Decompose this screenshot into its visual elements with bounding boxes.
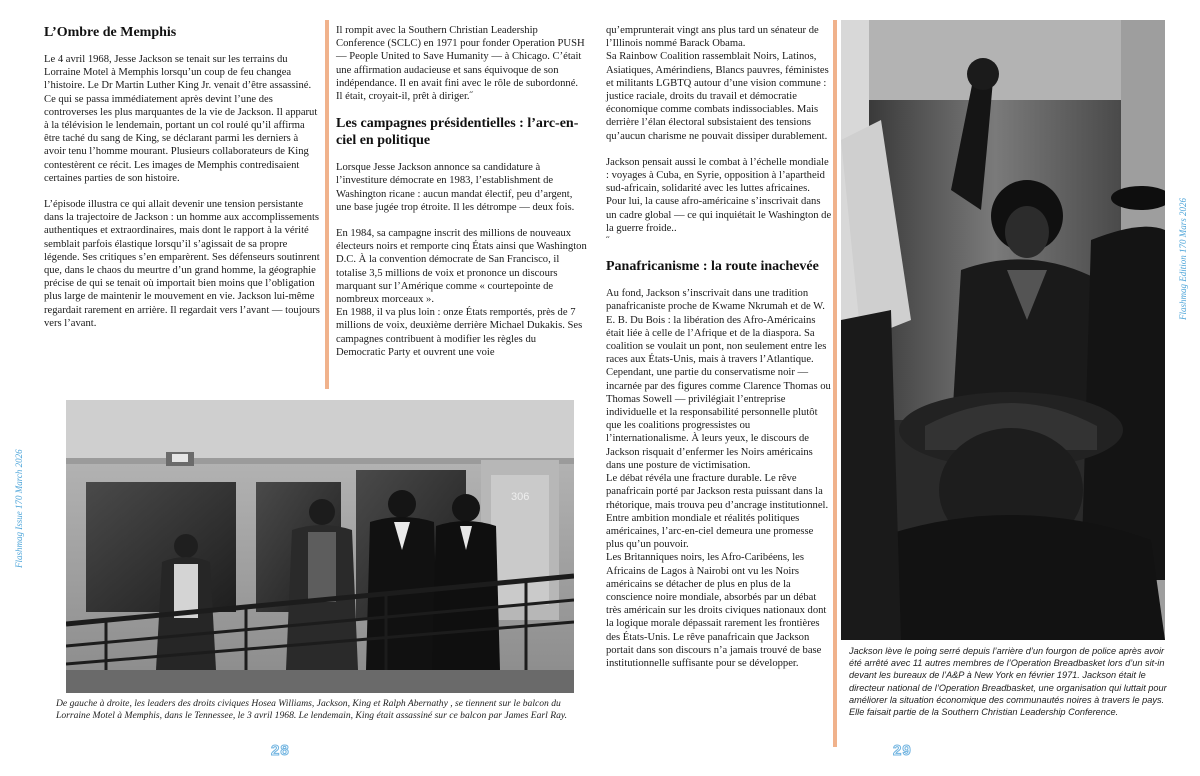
paragraph: qu’emprunterait vingt ans plus tard un sénateur de l’Illinois nommé Barack Obama.: [606, 25, 819, 50]
folio-left: Flashmag Issue 170 March 2026: [14, 449, 24, 568]
photo-lorraine-motel-balcony: [66, 400, 574, 693]
paragraph: En 1988, il va plus loin : onze États remportés, près de 7 millions de voix, deuxième derrière Michael Dukakis. Ses campagnes contribuent à modifier les règles du Democratic Party et ouvrent une voie: [336, 307, 583, 358]
section-title-memphis: L’Ombre de Memphis: [44, 25, 177, 40]
paragraph: L’épisode illustra ce qui allait devenir une tension persistante dans la trajectoire de Jackson : un homme aux accomplissements authentiques et extraordinaires, mais dont le rapport à la vérité semblait parfois élastique lorsqu’il s’agissait de sa propre légende. Ses critiques s’en emparèrent. Ses défenseurs soutinrent que, dans le chaos du meurtre d’un grand homme, la géographie précise de qui se tenait où importait bien moins que l’obligation plus large de maintenir le mouvement en vie. Jackson lui-même regardait rarement en arrière. Il regardait vers l’avant — toujours vers l’avant.: [44, 199, 320, 329]
photo-van-illustration: [841, 20, 1165, 640]
paragraph: Le 4 avril 1968, Jesse Jackson se tenait sur les terrains du Lorraine Motel à Memphis lorsqu’un coup de feu changea l’histoire. Le Dr Martin Luther King Jr. venait d’être assassiné. Ce qui se passa immédiatement après devint l’une des controverses les plus marquantes de la vie de Jackson. Il apparut à la télévision le lendemain, portant un col roulé qu’il affirma être taché du sang de King, se déclarant parmi les derniers à avoir tenu l’homme mourant. Plusieurs collaborateurs de King contestèrent ce récit. Les images de Memphis contredisaient certaines parties de son histoire.: [44, 54, 318, 184]
caption-van-photo: Jackson lève le poing serré depuis l’arrière d’un fourgon de police après avoir été arrêté avec 11 autres membres de l’Operation Breadbasket lors d’un sit-in devant les bureaux de l’A&P à New York en février 1971. Jackson était le directeur national de l’Operation Breadbasket, une organisation qui luttait pour améliorer la situation économique des communautés noires à travers le pays. Elle faisait partie de la Southern Christian Leadership Conference.: [849, 646, 1167, 718]
column-1: [44, 24, 322, 330]
section-title-campaigns: Les campagnes présidentielles : l’arc-en-ciel en politique: [336, 116, 579, 149]
ceiling-lamp: [166, 452, 194, 466]
officer-right: [1081, 186, 1165, 580]
accent-bar-right: [833, 20, 837, 747]
paragraph: Il rompit avec la Southern Christian Leadership Conference (SCLC) en 1971 pour fonder Operation PUSH — People United to Save Humanity — à Chicago. C’était une affirmation audacieuse et sans équivoque de son indépendance. Il en avait fini avec le rôle de subordonné. Il était, croyait-il, prêt à diriger.˝: [336, 25, 585, 103]
folio-right: Flashmag Edition 170 Mars 2026: [1178, 197, 1188, 320]
photo-police-van: [841, 20, 1165, 640]
paragraph: Sa Rainbow Coalition rassemblait Noirs, Latinos, Asiatiques, Amérindiens, Blancs pauvres, féministes et militants LGBTQ autour d’une vision commune : justice raciale, droits du travail et démocratie économique comme combats indissociables. Mais derrière l’élan électoral subsistaient des tensions qu’aucun charisme ne pouvait dissiper durablement.: [606, 51, 829, 142]
paragraph: En 1984, sa campagne inscrit des millions de nouveaux électeurs noirs et remporte cinq États ainsi que Washington D.C. À la convention démocrate de San Francisco, il totalise 3,5 millions de voix et prononce un discours marquant sur l’Amérique comme « courtepointe de nombreux morceaux ».: [336, 228, 587, 306]
page-number-left: 28: [271, 742, 290, 759]
paragraph: Lorsque Jesse Jackson annonce sa candidature à l’investiture démocrate en 1983, l’establishment de Washington ricane : aucun mandat électif, peu d’argent, une base jugée trop étroite. Il les détrompe — deux fois.: [336, 162, 575, 213]
paragraph: Les Britanniques noirs, les Afro-Caribéens, les Africains de Lagos à Nairobi ont vu les Noirs américains se détacher de plus en plus de la conscience noire mondiale, absorbés par un débat très américain sur les droits civiques nationaux dont la logique morale dépassait rarement les frontières des États-Unis. Le rêve panafricain que Jackson portait dans son discours n’a jamais trouvé de base institutionnelle suffisante pour se développer.: [606, 552, 827, 669]
paragraph: Au fond, Jackson s’inscrivait dans une tradition panafricaniste proche de Kwame Nkrumah et de W. E. B. Du Bois : la libération des Afro-Américains était liée à celle de l’Afrique et de la diaspora. Sa coalition se voulait un pont, non seulement entre les races aux États-Unis, mais à travers l’Atlantique.: [606, 288, 827, 366]
section-title-panafricanism: Panafricanisme : la route inachevée: [606, 259, 819, 275]
paragraph: Le débat révéla une fracture durable. Le rêve panafricain porté par Jackson resta puissant dans la rhétorique, mais trouva peu d’ancrage institutionnel. Entre ambition mondiale et réalités politiques américaines, l’arc-en-ciel demeura une promesse plus qu’un pouvoir.: [606, 473, 829, 551]
page-number-right: 29: [893, 742, 912, 759]
paragraph: Jackson pensait aussi le combat à l’échelle mondiale : voyages à Cuba, en Syrie, opposition à l’apartheid sud-africain, solidarité avec les luttes africaines. Pour lui, la cause afro-américaine s’inscrivait dans un cadre global — ce qui inquiétait le Washington de la guerre froide..: [606, 156, 832, 234]
paragraph: Cependant, une partie du conservatisme noir — incarnée par des figures comme Clarence Thomas ou Thomas Sowell — privilégiait l’entreprise individuelle et la responsabilité personnelle plutôt que les coalitions progressistes ou l’internationalisme. À leurs yeux, le discours de Jackson risquait d’enfermer les Noirs américains dans une posture de victimisation.: [606, 367, 831, 471]
accent-bar-left: [325, 20, 329, 389]
column-2: [336, 24, 587, 359]
quote-mark: ˝: [606, 236, 610, 248]
column-3: [606, 24, 832, 670]
photo-motel-illustration: [66, 400, 574, 693]
caption-motel-photo: De gauche à droite, les leaders des droits civiques Hosea Williams, Jackson, King et Ralph Abernathy , se tiennent sur le balcon du Lorraine Motel à Memphis, dans le Tennessee, le 3 avril 1968. Le lendemain, King était assassiné sur ce balcon par James Earl Ray.: [56, 698, 567, 722]
room-number: 306: [511, 491, 530, 503]
